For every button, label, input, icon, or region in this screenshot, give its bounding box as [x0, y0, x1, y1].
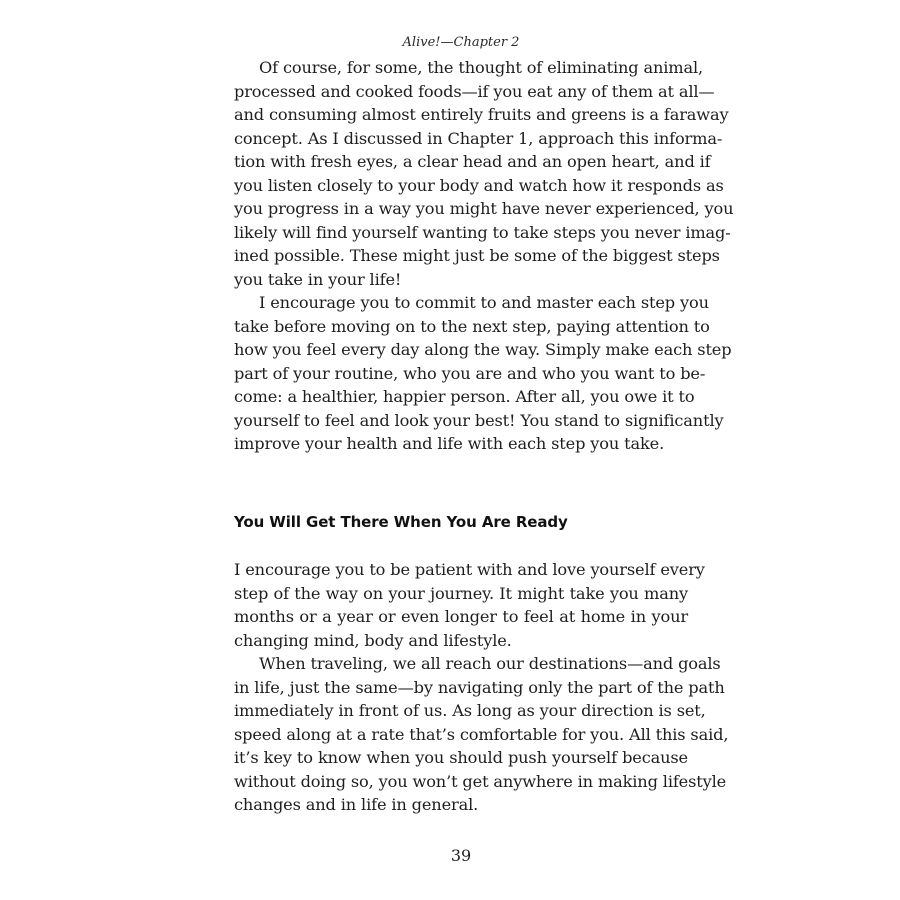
text-line: how you feel every day along the way. Simply make each step: [234, 340, 732, 359]
text-line: ined possible. These might just be some of the biggest steps: [234, 246, 720, 265]
running-head: Alive!—Chapter 2: [402, 35, 520, 50]
text-line: changes and in life in general.: [234, 795, 479, 814]
paragraph-3: [234, 558, 705, 652]
text-line: and consuming almost entirely fruits and greens is a faraway: [234, 105, 729, 124]
text-line: without doing so, you won’t get anywhere in making lifestyle: [234, 771, 727, 791]
text-line: processed and cooked foods—if you eat any of them at all—: [234, 81, 715, 101]
text-line: I encourage you to be patient with and love yourself every: [234, 560, 705, 579]
section-heading: You Will Get There When You Are Ready: [234, 513, 568, 531]
text-line: likely will find yourself wanting to take steps you never imag-: [234, 222, 731, 242]
page-number: 39: [450, 846, 472, 865]
text-line: I encourage you to commit to and master each step you: [259, 293, 709, 312]
text-line: it’s key to know when you should push yourself because: [234, 748, 688, 767]
text-line: you listen closely to your body and watch how it responds as: [234, 175, 724, 195]
text-line: improve your health and life with each step you take.: [234, 434, 665, 453]
paragraph-4: [234, 652, 729, 817]
body-text-section-1: [234, 56, 734, 456]
book-page: [234, 0, 734, 900]
text-line: take before moving on to the next step, paying attention to: [234, 316, 710, 336]
body-text-section-2: [234, 558, 729, 817]
text-line: changing mind, body and lifestyle.: [234, 630, 512, 650]
text-line: concept. As I discussed in Chapter 1, approach this informa-: [234, 128, 723, 148]
text-line: immediately in front of us. As long as your direction is set,: [234, 701, 706, 720]
paragraph-1: [234, 56, 734, 291]
text-line: speed along at a rate that’s comfortable for you. All this said,: [234, 724, 729, 744]
text-line: step of the way on your journey. It might take you many: [234, 583, 688, 603]
text-line: When traveling, we all reach our destinations—and goals: [259, 654, 721, 673]
text-line: tion with fresh eyes, a clear head and an open heart, and if: [234, 152, 711, 171]
text-line: part of your routine, who you are and who you want to be-: [234, 363, 706, 383]
text-line: months or a year or even longer to feel at home in your: [234, 607, 688, 626]
text-line: you take in your life!: [234, 269, 402, 289]
text-line: come: a healthier, happier person. After all, you owe it to: [234, 387, 695, 406]
text-line: yourself to feel and look your best! You stand to significantly: [234, 410, 724, 430]
text-line: Of course, for some, the thought of eliminating animal,: [259, 58, 704, 77]
text-line: you progress in a way you might have never experienced, you: [234, 199, 734, 218]
text-line: in life, just the same—by navigating only the part of the path: [234, 677, 725, 697]
paragraph-2: [234, 291, 732, 456]
